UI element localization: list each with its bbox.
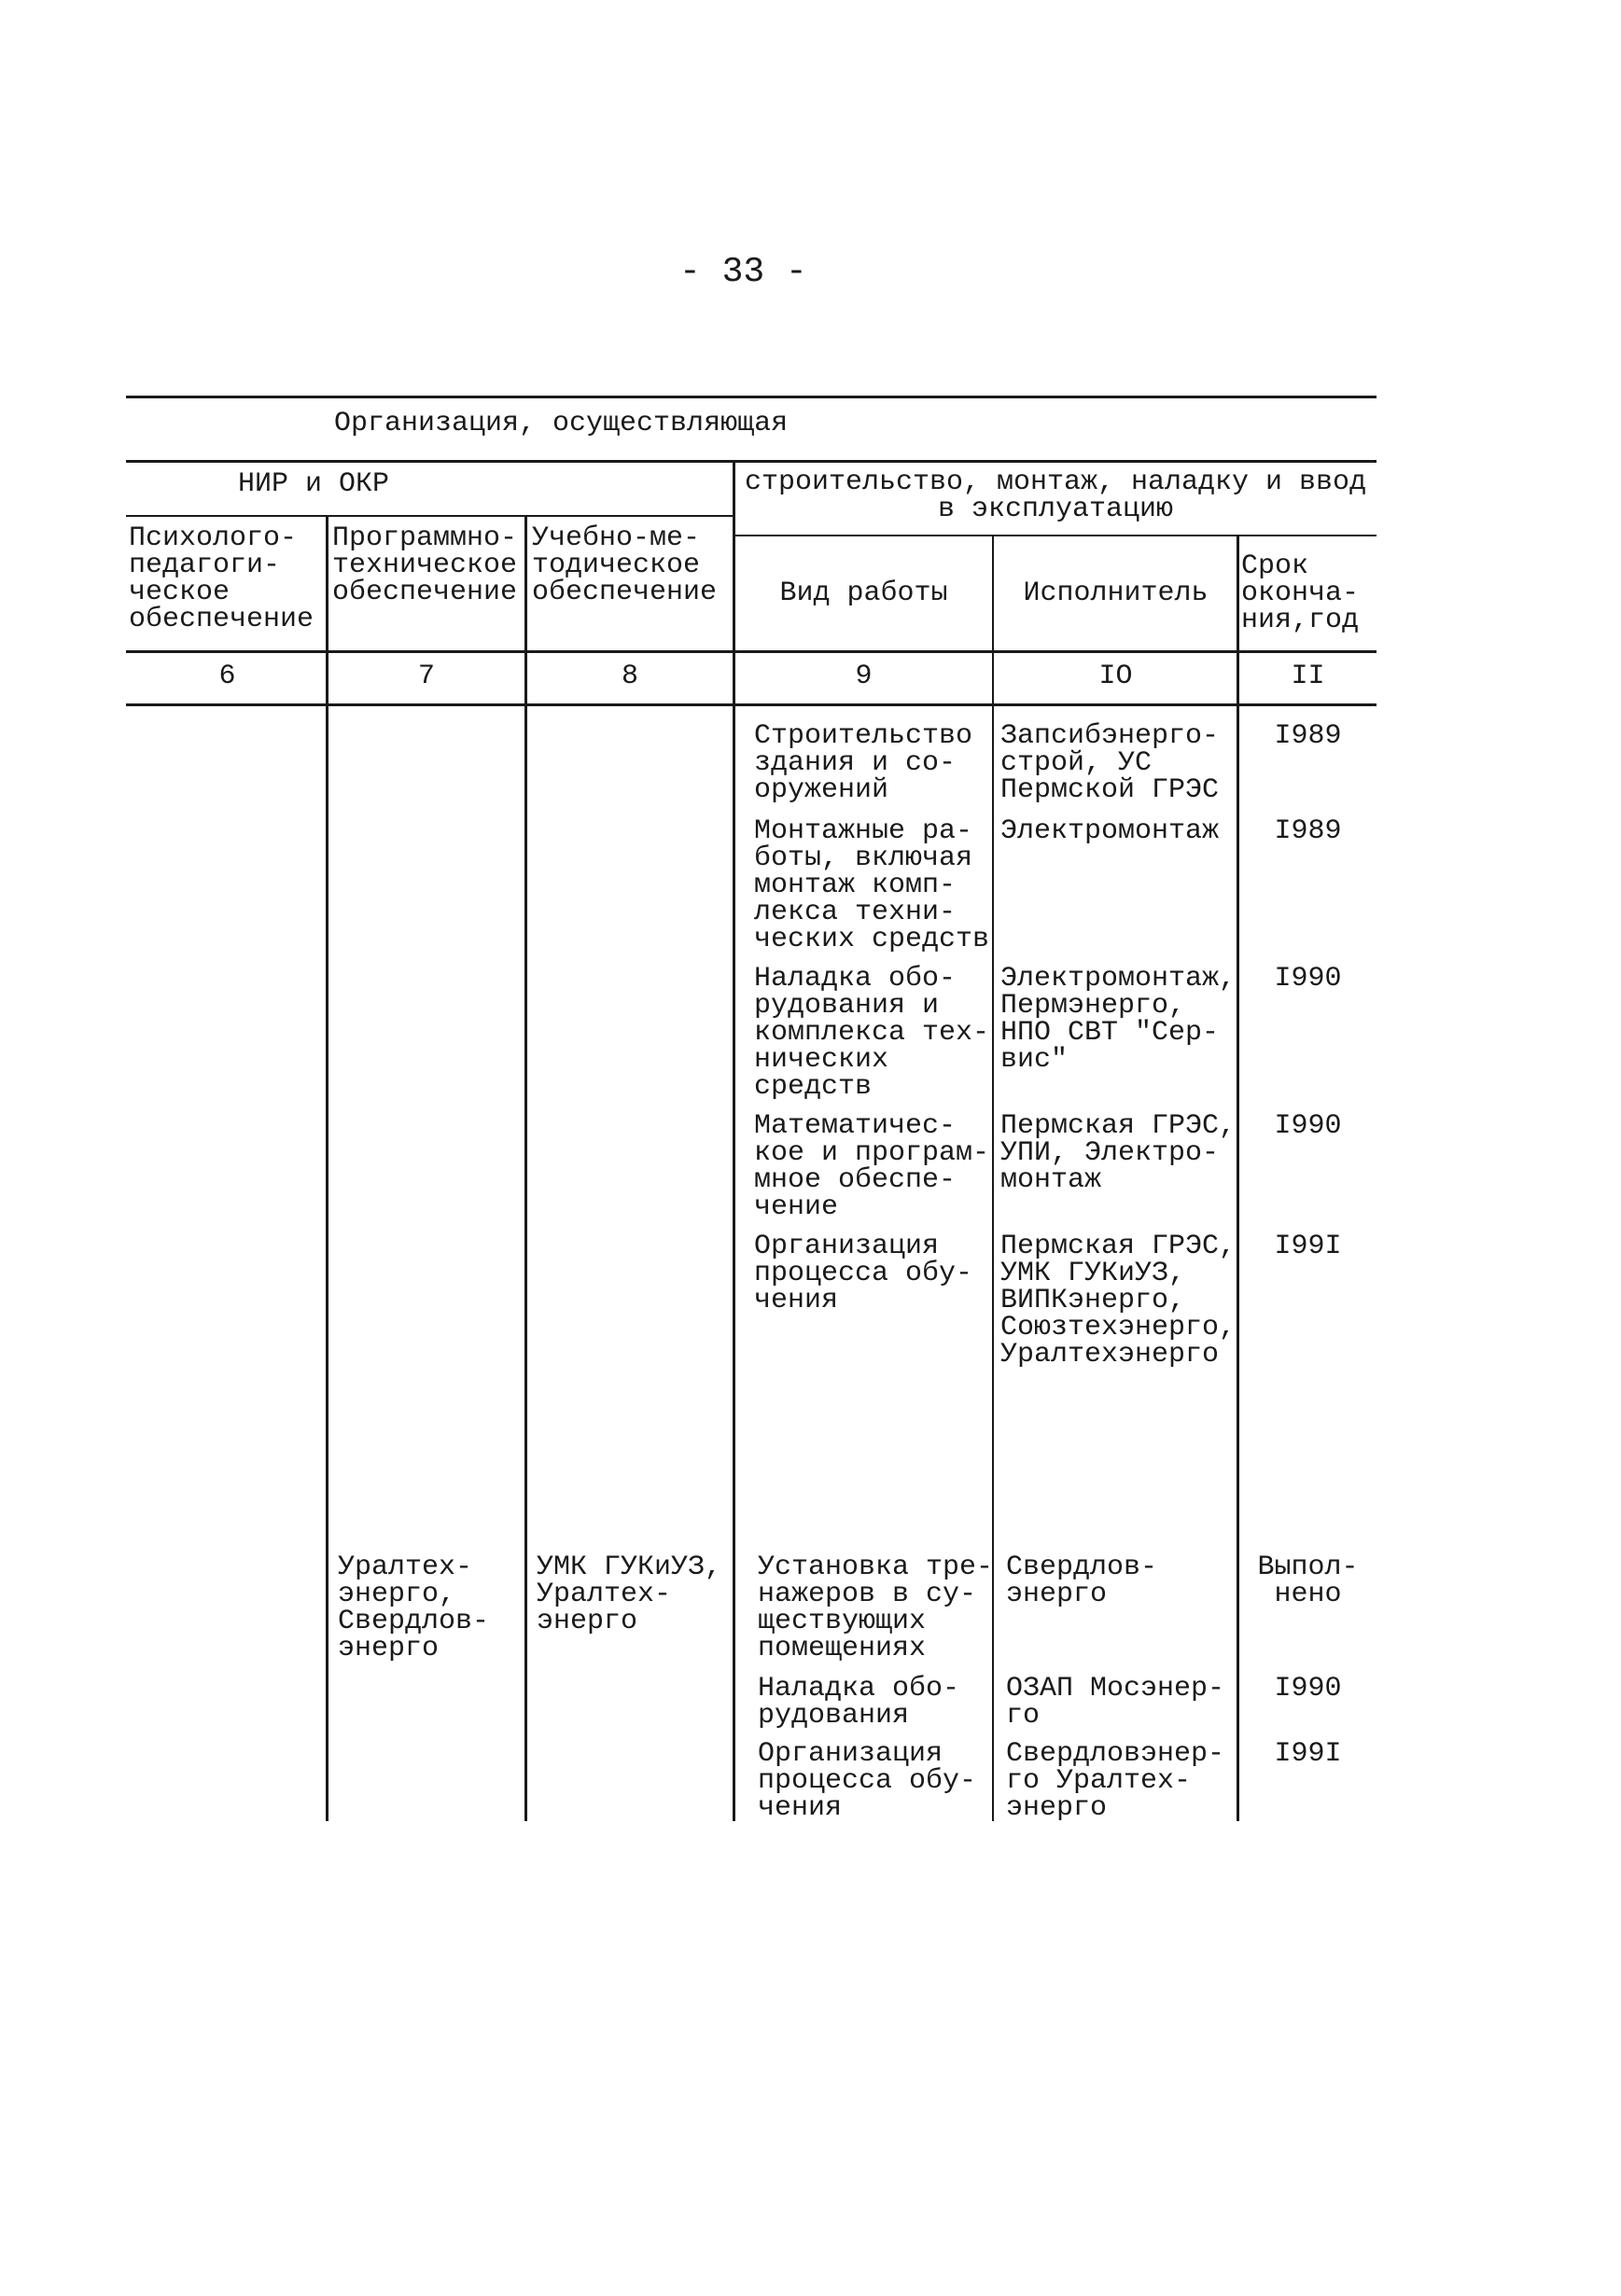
row-2-year: I989 <box>1274 815 1342 847</box>
row-3-year: I990 <box>1274 963 1342 995</box>
row-1-year: I989 <box>1274 720 1342 752</box>
rule-under-numbers <box>126 703 1376 706</box>
row-5-year: I99I <box>1274 1231 1342 1262</box>
group-2-row-2-work: Наладка обо- рудования <box>758 1673 960 1732</box>
col-8-header: Учебно-ме- тодическое обеспечение <box>532 522 718 608</box>
page-number: - 33 - <box>679 252 807 292</box>
col-10-header: Исполнитель <box>1023 577 1209 609</box>
row-3-executor: Электромонтаж, Пермэнерго, НПО СВТ "Сер- вис" <box>1000 963 1237 1076</box>
group-2-row-1-work: Установка тре- нажеров в су- ществующих помещениях <box>758 1552 994 1664</box>
group-2-row-3-year: I99I <box>1274 1738 1342 1770</box>
row-5-executor: Пермская ГРЭС, УМК ГУКиУЗ, ВИПКэнерго, Союзтехэнерго, Уралтехэнерго <box>1000 1231 1237 1371</box>
col-number-9: 9 <box>855 661 873 692</box>
rule-under-headers <box>126 650 1376 653</box>
group-2-row-1-year: Выпол- нено <box>1257 1552 1359 1610</box>
construction-heading: строительство, монтаж, наладку и ввод в эксплуатацию <box>744 466 1367 525</box>
col-number-6: 6 <box>218 661 236 692</box>
rule-under-construction <box>733 535 1376 536</box>
col-number-8: 8 <box>621 661 638 692</box>
rule-under-org <box>126 460 1376 463</box>
group-2-col-7: Уралтех- энерго, Свердлов- энерго <box>338 1552 490 1664</box>
col-number-10: IO <box>1098 661 1133 692</box>
col-9-header: Вид работы <box>779 577 948 609</box>
row-1-work: Строительство здания и со- оружений <box>754 720 973 806</box>
row-2-work: Монтажные ра- боты, включая монтаж комп- лекса техни- ческих средств <box>754 815 990 955</box>
group-2-row-3-executor: Свердловэнер- го Уралтех- энерго <box>1006 1738 1225 1824</box>
col-number-11: II <box>1291 661 1325 692</box>
group-2-row-2-executor: ОЗАП Мосэнер- го <box>1006 1673 1225 1732</box>
col-number-7: 7 <box>417 661 435 692</box>
row-4-executor: Пермская ГРЭС, УПИ, Электро- монтаж <box>1000 1110 1237 1196</box>
row-2-executor: Электромонтаж <box>1000 815 1220 847</box>
row-1-executor: Запсибэнерго- строй, УС Пермской ГРЭС <box>1000 720 1220 806</box>
row-4-work: Математичес- кое и програм- мное обеспе- чение <box>754 1110 990 1223</box>
col-7-header: Программно- техническое обеспечение <box>332 522 518 608</box>
org-title: Организация, осуществляющая <box>334 408 789 439</box>
row-5-work: Организация процесса обу- чения <box>754 1231 973 1316</box>
group-2-row-1-executor: Свердлов- энерго <box>1006 1552 1158 1610</box>
group-2-row-3-work: Организация процесса обу- чения <box>758 1738 977 1824</box>
rule-under-nir <box>126 515 733 517</box>
group-2-col-8: УМК ГУКиУЗ, Уралтех- энерго <box>537 1552 722 1637</box>
rule-top <box>126 396 1376 398</box>
row-3-work: Наладка обо- рудования и комплекса тех- нических средств <box>754 963 990 1103</box>
vline-7-8 <box>524 515 527 1821</box>
col-6-header: Психолого- педагоги- ческое обеспечение <box>129 522 314 635</box>
vline-6-7 <box>326 515 328 1821</box>
nir-okr-heading: НИР и ОКР <box>238 468 390 500</box>
col-11-header: Срок оконча- ния,год <box>1241 550 1360 636</box>
row-4-year: I990 <box>1274 1110 1342 1142</box>
group-2-row-2-year: I990 <box>1274 1673 1342 1705</box>
